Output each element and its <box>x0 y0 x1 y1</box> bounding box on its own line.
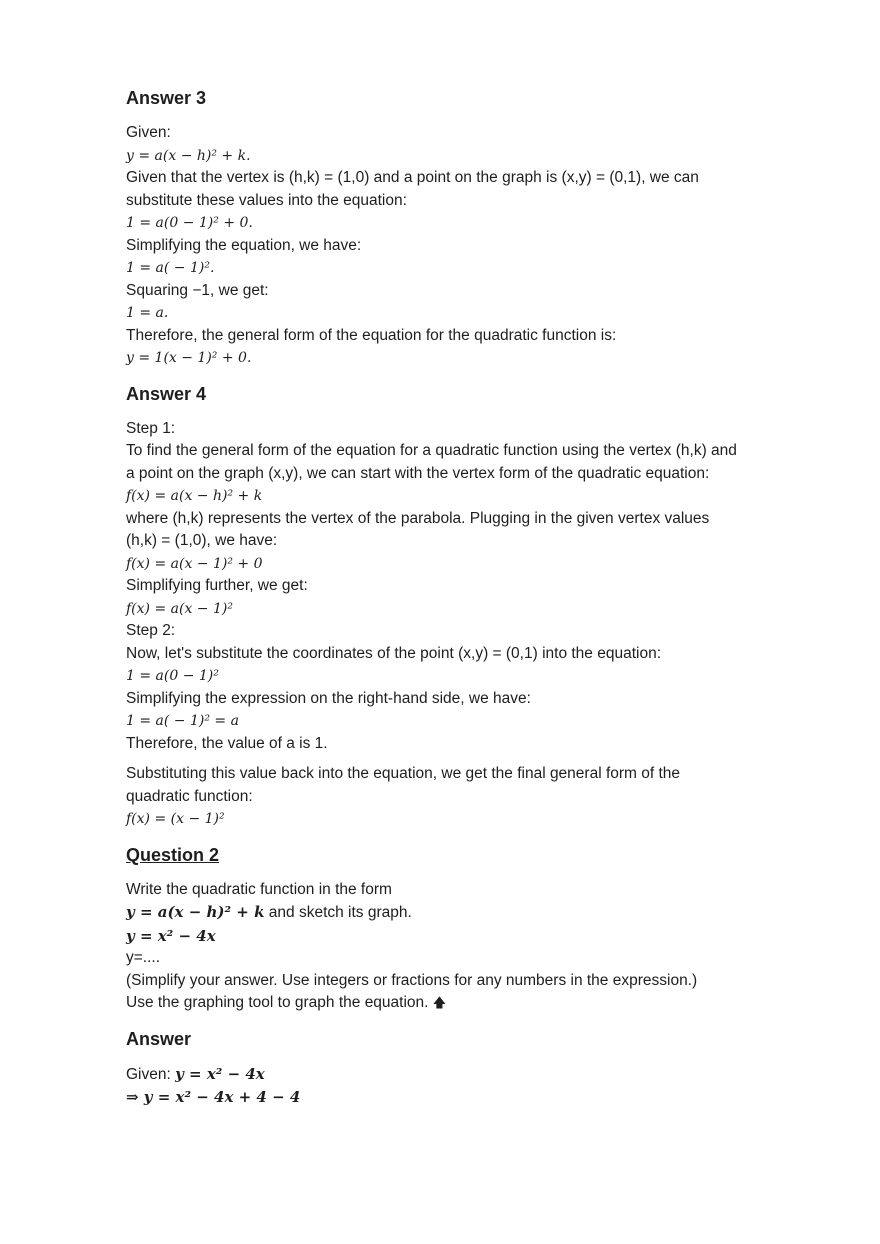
answer3-math-line: 1 = a( − 1)². <box>126 260 215 276</box>
question2-form-math: y = a(x − h)² + k <box>126 903 265 921</box>
question2-body <box>126 879 816 1015</box>
answer3-math-line: y = a(x − h)² + k. <box>126 147 251 164</box>
answer4-heading: Answer 4 <box>126 383 207 404</box>
answer4-math-line: 1 = a(0 − 1)² <box>126 668 219 684</box>
answer3-line: Simplifying the equation, we have: <box>126 236 362 254</box>
answer-given-math: y = x² − 4x <box>175 1064 265 1083</box>
answer4-line: Simplifying the expression on the right-hand side, we have: <box>126 689 531 707</box>
answer3-math-line: 1 = a(0 − 1)² + 0. <box>126 215 253 231</box>
answer4-line: (h,k) = (1,0), we have: <box>126 532 278 549</box>
answer4-line: Simplifying further, we get: <box>126 577 308 594</box>
answer3-heading: Answer 3 <box>126 88 207 108</box>
answer3-math-line: y = 1(x − 1)² + 0. <box>126 350 252 366</box>
document-content <box>126 86 816 1109</box>
question2-form-suffix: and sketch its graph. <box>264 904 412 921</box>
question2-tool-line <box>126 992 816 1015</box>
up-arrow-icon: 🡅 <box>432 995 447 1010</box>
question2-answer-blank: y=.... <box>126 949 161 966</box>
answer4-math-line: f(x) = a(x − 1)² + 0 <box>126 555 263 572</box>
answer3-line: Squaring −1, we get: <box>126 281 269 299</box>
answer3-math-line: 1 = a. <box>126 305 169 321</box>
answer4-math-line: f(x) = a(x − 1)² <box>126 600 233 617</box>
answer3-line: Therefore, the general form of the equation for the quadratic function is: <box>126 326 617 344</box>
answer4-math-line: f(x) = a(x − h)² + k <box>126 488 263 504</box>
answer-implies-math: ⇒ y = x² − 4x + 4 − 4 <box>126 1088 301 1106</box>
answer-given-line <box>126 1063 816 1087</box>
answer4-final-line: Substituting this value back into the equation, we get the final general form of the <box>126 765 681 782</box>
answer-given-label: Given: <box>126 1065 176 1083</box>
question2-form-line <box>126 901 816 925</box>
answer4-line: Step 1: <box>126 419 176 437</box>
answer4-line: Step 2: <box>126 622 176 639</box>
answer3-line: substitute these values into the equation: <box>126 191 407 209</box>
question2-heading: Question 2 <box>126 844 220 865</box>
answer4-line: where (h,k) represents the vertex of the parabola. Plugging in the given vertex values <box>126 509 710 527</box>
answer4-final-line: quadratic function: <box>126 787 253 805</box>
answer4-line: Now, let's substitute the coordinates of the point (x,y) = (0,1) into the equation: <box>126 644 661 662</box>
question2-equation: y = x² − 4x <box>126 926 216 945</box>
answer4-line: To find the general form of the equation for a quadratic function using the vertex (h,k) and <box>126 442 737 459</box>
answer3-line: Given: <box>126 124 171 141</box>
question2-prompt: Write the quadratic function in the form <box>126 880 392 898</box>
answer-heading: Answer <box>126 1028 192 1049</box>
answer4-math-line: 1 = a( − 1)² = a <box>126 713 239 729</box>
answer4-body <box>126 418 816 831</box>
answer3-body <box>126 122 816 370</box>
answer4-line: Therefore, the value of a is 1. <box>126 734 328 752</box>
answer4-final-math-line: f(x) = (x − 1)² <box>126 811 225 827</box>
answer4-line: a point on the graph (x,y), we can start with the vertex form of the quadratic equation: <box>126 464 710 482</box>
answer3-line: Given that the vertex is (h,k) = (1,0) and a point on the graph is (x,y) = (0,1), we can <box>126 169 699 186</box>
question2-simplify-note: (Simplify your answer. Use integers or fractions for any numbers in the expression.) <box>126 971 698 989</box>
answer-body <box>126 1063 816 1109</box>
question2-tool-text: Use the graphing tool to graph the equation. <box>126 994 429 1011</box>
